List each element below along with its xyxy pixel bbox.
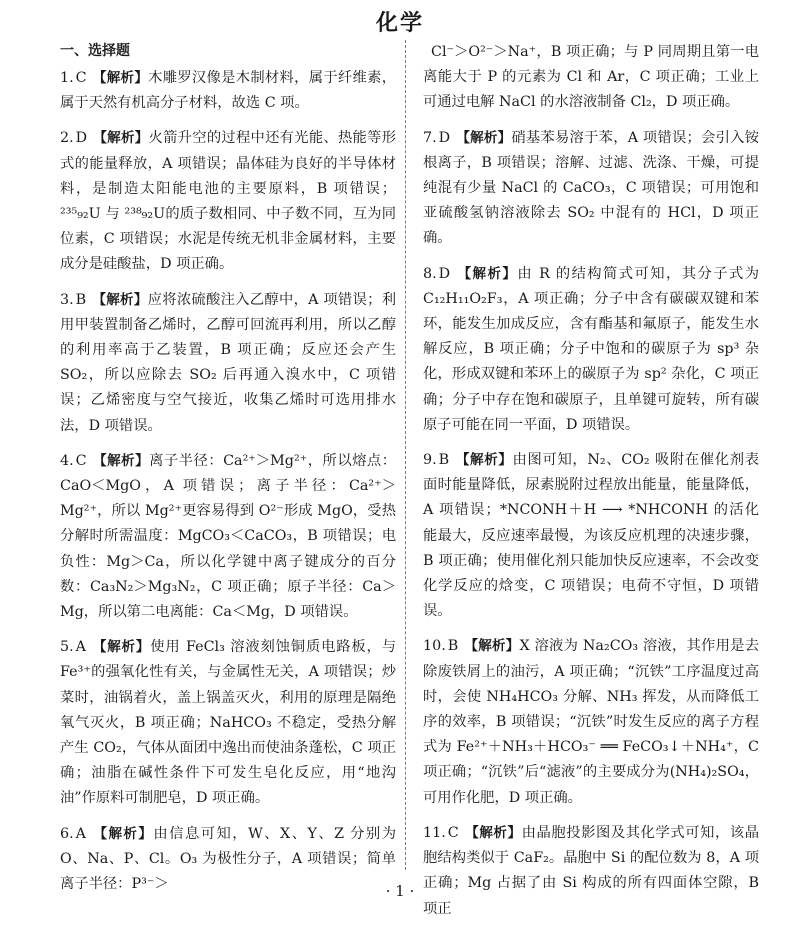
answer-letter: A bbox=[75, 639, 86, 656]
answer-letter: B bbox=[447, 638, 459, 655]
answer-item bbox=[423, 126, 759, 252]
analysis-tag: 【解析】 bbox=[92, 70, 149, 86]
analysis-tag: 【解析】 bbox=[91, 639, 151, 656]
answer-item bbox=[60, 635, 396, 811]
explanation-text: 木雕罗汉像是木制材料，属于纤维素，属于天然有机高分子材料，故选 C 项。 bbox=[60, 70, 397, 112]
explanation-text: 使用 FeCl₃ 溶液刻蚀铜质电路板，与 Fe³⁺的强氧化性有关，与金属性无关，A 项错误；炒菜时，油锅着火，盖上锅盖灭火，利用的原理是隔绝氧气灭火，B 项正确；NaHCO₃ 不稳定，受热分解产生 CO₂，气体从面团中逸出而使油条蓬松，C 项正确；油脂在碱性条件下可发生皂化反应，用“地沟油”作原料可制肥皂，D 项正确。 bbox=[60, 639, 397, 807]
answer-letter: D bbox=[438, 129, 451, 146]
answer-letter: A bbox=[75, 825, 86, 842]
explanation-text: 离子半径：Ca²⁺＞Mg²⁺，所以熔点：CaO＜MgO，A 项错误；离子半径：Ca²⁺＞Mg²⁺，所以 Mg²⁺更容易得到 O²⁻形成 MgO，受热分解时所需温度：MgCO₃＜CaCO₃，B 项错误；电负性：Mg＞Ca，所以化学键中离子键成分的百分数：Ca₃N₂＞Mg₃N₂，C 项正确；原子半径：Ca＞Mg，所以第二电离能：Ca＜Mg，D 项错误。 bbox=[60, 452, 397, 621]
answer-letter: D bbox=[75, 130, 88, 147]
explanation-text: 硝基苯易溶于苯，A 项错误；会引入铵根离子，B 项错误；溶解、过滤、洗涤、干燥，可提纯混有少量 NaCl 的 CaCO₃，C 项错误；可用饱和亚硫酸氢钠溶液除去 SO₂ 中混有的 HCl，D 项正确。 bbox=[423, 129, 759, 247]
explanation-text: 火箭升空的过程中还有光能、热能等形式的能量释放，A 项错误；晶体硅为良好的半导体材料，是制造太阳能电池的主要原料，B 项错误；²³⁵₉₂U 与 ²³⁸₉₂U的质子数相同、中子数不同，互为同位素，C 项错误；水泥是传统无机非金属材料，主要成分是硅酸盐，D 项正确。 bbox=[60, 130, 397, 273]
item-number: 1. bbox=[60, 70, 74, 86]
answer-item bbox=[423, 262, 759, 438]
answer-letter: B bbox=[75, 291, 87, 308]
answer-letter: B bbox=[438, 452, 450, 469]
item-number: 9. bbox=[423, 452, 437, 469]
explanation-text: 由晶胞投影图及其化学式可知，该晶胞结构类似于 CaF₂。晶胞中 Si 的配位数为 8，A 项正确；Mg 占据了由 Si 构成的所有四面体空隙，B 项正 bbox=[423, 824, 760, 917]
item-number: 11. bbox=[423, 824, 446, 841]
item-number: 7. bbox=[423, 129, 437, 146]
right-column bbox=[423, 40, 759, 932]
analysis-tag: 【解析】 bbox=[455, 452, 513, 469]
explanation-text: Cl⁻＞O²⁻＞Na⁺，B 项正确；与 P 同周期且第一电离能大于 P 的元素为 Cl 和 Ar，C 项正确；工业上可通过电解 NaCl 的水溶液制备 Cl₂，D 项正确。 bbox=[423, 44, 759, 111]
answer-item bbox=[423, 821, 759, 922]
analysis-tag: 【解析】 bbox=[456, 265, 518, 282]
section-heading: 一、选择题 bbox=[60, 43, 130, 59]
answer-item bbox=[60, 66, 396, 116]
answer-letter: C bbox=[75, 70, 87, 86]
analysis-tag: 【解析】 bbox=[456, 129, 512, 146]
answer-item bbox=[60, 288, 396, 439]
item-number: 8. bbox=[423, 265, 437, 282]
page-number: · 1 · bbox=[385, 882, 415, 900]
explanation-text: 应将浓硫酸注入乙醇中，A 项错误；利用甲装置制备乙烯时，乙醇可回流再利用，所以乙醇的利用率高于乙装置，B 项正确；反应还会产生 SO₂，所以应除去 SO₂ 后再通入溴水中，C 项错误；乙烯密度与空气接近，收集乙烯时可选用排水法，D 项错误。 bbox=[60, 291, 397, 434]
answer-letter: C bbox=[75, 452, 87, 469]
explanation-text: X 溶液为 Na₂CO₃ 溶液，其作用是去除废铁屑上的油污，A 项正确；“沉铁”工序温度过高时，会使 NH₄HCO₃ 分解、NH₃ 挥发，从而降低工序的效率，B 项错误；“沉铁”时发生反应的离子方程式为 Fe²⁺＋NH₃＋HCO₃⁻ ══ FeCO₃↓＋NH₄⁺，C 项正确；“沉铁”后“滤液”的主要成分为(NH₄)₂SO₄，可用作化肥，D 项正确。 bbox=[423, 638, 759, 806]
answer-item bbox=[60, 126, 396, 277]
answer-item bbox=[60, 449, 396, 625]
answer-item bbox=[423, 448, 759, 624]
column-divider bbox=[405, 40, 406, 870]
explanation-text: 由信息可知，W、X、Y、Z 分别为 O、Na、P、Cl。O₃ 为极性分子，A 项错误；简单离子半径：P³⁻＞ bbox=[60, 825, 396, 893]
left-column bbox=[60, 38, 396, 907]
analysis-tag: 【解析】 bbox=[92, 452, 150, 469]
left-item-list bbox=[60, 66, 396, 897]
explanation-text: 由 R 的结构简式可知，其分子式为 C₁₂H₁₁O₂F₃，A 项正确；分子中含有碳碳双键和苯环，能发生加成反应，含有酯基和氟原子，能发生水解反应，B 项正确；分子中饱和的碳原子为 sp³ 杂化，形成双键和苯环上的碳原子为 sp² 杂化，C 项正确；分子中存在饱和碳原子，且单键可旋转，所有碳原子可能在同一平面，D 项错误。 bbox=[423, 265, 759, 433]
item-number: 3. bbox=[60, 291, 74, 308]
analysis-tag: 【解析】 bbox=[464, 638, 520, 655]
answer-letter: C bbox=[447, 824, 459, 841]
explanation-text: 由图可知，N₂、CO₂ 吸附在催化剂表面时能量降低，尿素脱附过程放出能量，能量降低，A 项错误；*NCONH＋H ⟶ *NHCONH 的活化能最大，反应速率最慢，为该反应机理的决速步骤，B 项正确；使用催化剂只能加快反应速率，不会改变化学反应的焓变，C 项错误；电荷不守恒，D 项错误。 bbox=[423, 452, 759, 620]
analysis-tag: 【解析】 bbox=[93, 130, 149, 147]
item-number: 5. bbox=[60, 639, 74, 656]
item-number: 10. bbox=[423, 638, 446, 655]
analysis-tag: 【解析】 bbox=[464, 824, 522, 841]
analysis-tag: 【解析】 bbox=[92, 291, 148, 308]
answer-letter: D bbox=[438, 265, 451, 282]
page-title: 化学 bbox=[375, 11, 424, 36]
item-number: 4. bbox=[60, 452, 74, 469]
analysis-tag: 【解析】 bbox=[91, 825, 154, 842]
answer-item bbox=[423, 40, 759, 116]
item-number: 2. bbox=[60, 130, 74, 147]
answer-item bbox=[423, 634, 759, 810]
item-number: 6. bbox=[60, 825, 74, 842]
right-item-list bbox=[423, 40, 759, 922]
